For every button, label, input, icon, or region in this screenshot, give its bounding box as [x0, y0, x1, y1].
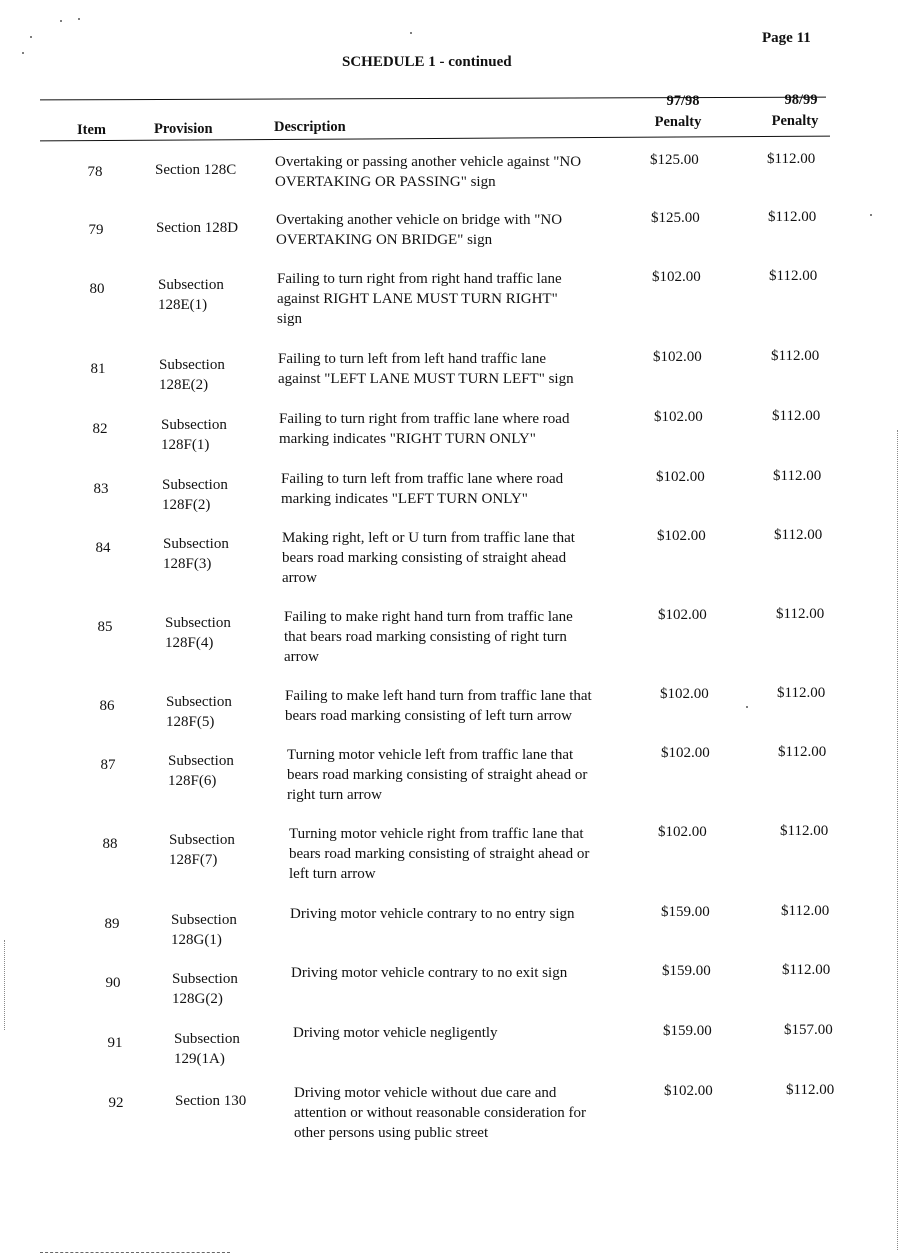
provision-cell — [156, 218, 276, 238]
item-number: 80 — [89, 281, 105, 297]
item-number: 85 — [97, 619, 113, 635]
penalty-9899: $112.00 — [774, 527, 823, 543]
penalty-9798: $102.00 — [658, 824, 707, 840]
penalty-9798: $125.00 — [651, 210, 700, 226]
penalty-9899: $112.00 — [777, 685, 826, 701]
item-number: 91 — [107, 1035, 123, 1051]
header-provision: Provision — [154, 121, 213, 137]
provision-line: 128G(1) — [171, 932, 222, 948]
description-line: that bears road marking consisting of right turn — [284, 629, 567, 645]
item-number: 82 — [92, 421, 108, 437]
description-line: Turning motor vehicle right from traffic lane that — [289, 826, 584, 842]
provision-line: 128F(4) — [165, 635, 214, 651]
description-line: marking indicates "RIGHT TURN ONLY" — [279, 431, 536, 447]
provision-cell — [169, 830, 289, 870]
header-penalty-9798-label: Penalty — [654, 114, 702, 130]
penalty-9798: $102.00 — [656, 469, 705, 485]
description-line: Making right, left or U turn from traffic lane that — [282, 530, 575, 546]
scan-edge-right — [897, 430, 898, 1250]
penalty-9798: $102.00 — [658, 607, 707, 623]
scan-speck — [870, 214, 872, 216]
page-number: Page 11 — [762, 30, 811, 46]
penalty-9899: $112.00 — [767, 151, 816, 167]
provision-line: Subsection — [158, 277, 224, 293]
description-line: Failing to turn right from right hand traffic lane — [277, 271, 562, 287]
header-penalty-9798-year: 97/98 — [666, 93, 700, 109]
penalty-9798: $159.00 — [663, 1023, 712, 1039]
penalty-9798: $159.00 — [662, 963, 711, 979]
description-line: Driving motor vehicle contrary to no exit sign — [291, 965, 568, 981]
provision-line: 129(1A) — [174, 1051, 225, 1067]
item-number: 90 — [105, 975, 121, 991]
provision-cell — [161, 415, 281, 455]
header-description: Description — [274, 119, 346, 135]
penalty-9899: $112.00 — [776, 606, 825, 622]
description-cell — [277, 269, 622, 329]
description-line: right turn arrow — [287, 787, 382, 803]
provision-line: 128E(2) — [159, 377, 209, 393]
schedule-title: SCHEDULE 1 - continued — [342, 54, 512, 70]
description-cell — [294, 1083, 639, 1143]
description-line: Failing to make left hand turn from traffic lane that — [285, 688, 592, 704]
item-number: 88 — [102, 836, 118, 852]
header-penalty-9899-label: Penalty — [771, 113, 819, 129]
penalty-9899: $112.00 — [772, 408, 821, 424]
description-line: attention or without reasonable consideration for — [294, 1105, 586, 1121]
provision-line: Section 128C — [155, 162, 237, 178]
description-cell — [281, 469, 626, 509]
penalty-9899: $157.00 — [784, 1022, 833, 1038]
penalty-9899: $112.00 — [773, 468, 822, 484]
description-line: Failing to turn left from left hand traffic lane — [278, 351, 546, 367]
provision-line: Subsection — [161, 417, 227, 433]
penalty-9899: $112.00 — [778, 744, 827, 760]
provision-cell — [159, 355, 279, 395]
scan-speck — [746, 706, 748, 708]
description-cell — [285, 686, 630, 726]
penalty-9798: $102.00 — [660, 686, 709, 702]
description-line: arrow — [284, 649, 319, 665]
description-line: bears road marking consisting of straight ahead or — [287, 767, 588, 783]
penalty-9899: $112.00 — [786, 1082, 835, 1098]
penalty-9798: $102.00 — [654, 409, 703, 425]
description-line: bears road marking consisting of left turn arrow — [285, 708, 572, 724]
item-number: 92 — [108, 1095, 124, 1111]
provision-line: Subsection — [174, 1031, 240, 1047]
description-line: Driving motor vehicle without due care and — [294, 1085, 557, 1101]
description-line: against RIGHT LANE MUST TURN RIGHT" — [277, 291, 558, 307]
provision-cell — [174, 1029, 294, 1069]
penalty-9798: $102.00 — [657, 528, 706, 544]
header-item: Item — [77, 122, 106, 138]
description-cell — [290, 904, 635, 924]
penalty-9899: $112.00 — [781, 903, 830, 919]
penalty-9899: $112.00 — [771, 348, 820, 364]
penalty-9899: $112.00 — [782, 962, 831, 978]
penalty-9798: $125.00 — [650, 152, 699, 168]
penalty-9899: $112.00 — [780, 823, 829, 839]
description-line: other persons using public street — [294, 1125, 489, 1141]
item-number: 83 — [93, 481, 109, 497]
provision-cell — [175, 1091, 295, 1111]
description-cell — [278, 349, 623, 389]
description-line: OVERTAKING OR PASSING" sign — [275, 174, 496, 190]
penalty-9798: $102.00 — [661, 745, 710, 761]
penalty-9798: $102.00 — [664, 1083, 713, 1099]
penalty-9798: $102.00 — [652, 269, 701, 285]
provision-line: 128G(2) — [172, 991, 223, 1007]
description-line: OVERTAKING ON BRIDGE" sign — [276, 232, 493, 248]
description-line: marking indicates "LEFT TURN ONLY" — [281, 491, 528, 507]
scan-speck — [30, 36, 32, 38]
provision-line: Subsection — [169, 832, 235, 848]
provision-line: Subsection — [172, 971, 238, 987]
description-cell — [275, 152, 620, 192]
description-line: sign — [277, 311, 303, 327]
description-line: Failing to make right hand turn from traffic lane — [284, 609, 573, 625]
provision-line: 128F(1) — [161, 437, 210, 453]
description-line: bears road marking consisting of straight ahead or — [289, 846, 590, 862]
description-line: Turning motor vehicle left from traffic lane that — [287, 747, 574, 763]
provision-cell — [166, 692, 286, 732]
description-cell — [287, 745, 632, 805]
provision-cell — [172, 969, 292, 1009]
item-number: 89 — [104, 916, 120, 932]
provision-line: Subsection — [168, 753, 234, 769]
scan-edge-bottom — [40, 1252, 230, 1253]
scan-speck — [60, 20, 62, 22]
provision-line: 128F(5) — [166, 714, 215, 730]
provision-cell — [165, 613, 285, 653]
scan-speck — [22, 52, 24, 54]
scan-speck — [410, 32, 412, 34]
description-cell — [282, 528, 627, 588]
description-cell — [289, 824, 634, 884]
description-cell — [284, 607, 629, 667]
description-line: Overtaking or passing another vehicle against "NO — [275, 154, 582, 170]
penalty-9798: $159.00 — [661, 904, 710, 920]
provision-cell — [168, 751, 288, 791]
provision-line: Subsection — [166, 694, 232, 710]
provision-cell — [171, 910, 291, 950]
provision-line: 128F(6) — [168, 773, 217, 789]
provision-line: Subsection — [171, 912, 237, 928]
scan-edge-left — [4, 940, 5, 1030]
provision-cell — [163, 534, 283, 574]
penalty-9899: $112.00 — [769, 268, 818, 284]
description-line: Overtaking another vehicle on bridge with "NO — [276, 212, 563, 228]
description-line: left turn arrow — [289, 866, 376, 882]
provision-line: Section 128D — [156, 220, 239, 236]
description-cell — [293, 1023, 638, 1043]
description-cell — [276, 210, 621, 250]
item-number: 84 — [95, 540, 111, 556]
item-number: 79 — [88, 222, 104, 238]
description-line: Failing to turn left from traffic lane where road — [281, 471, 564, 487]
provision-cell — [162, 475, 282, 515]
description-line: arrow — [282, 570, 317, 586]
header-penalty-9899-year: 98/99 — [784, 92, 818, 108]
penalty-9899: $112.00 — [768, 209, 817, 225]
description-cell — [279, 409, 624, 449]
scan-speck — [78, 18, 80, 20]
item-number: 86 — [99, 698, 115, 714]
description-cell — [291, 963, 636, 983]
provision-cell — [155, 160, 275, 180]
provision-line: Subsection — [163, 536, 229, 552]
provision-line: Subsection — [165, 615, 231, 631]
provision-line: Subsection — [159, 357, 225, 373]
provision-line: Subsection — [162, 477, 228, 493]
description-line: against "LEFT LANE MUST TURN LEFT" sign — [278, 371, 574, 387]
provision-line: Section 130 — [175, 1093, 247, 1109]
description-line: Driving motor vehicle negligently — [293, 1025, 498, 1041]
description-line: bears road marking consisting of straight ahead — [282, 550, 567, 566]
provision-cell — [158, 275, 278, 315]
description-line: Driving motor vehicle contrary to no entry sign — [290, 906, 575, 922]
provision-line: 128F(2) — [162, 497, 211, 513]
provision-line: 128F(3) — [163, 556, 212, 572]
provision-line: 128E(1) — [158, 297, 208, 313]
item-number: 78 — [87, 164, 103, 180]
item-number: 87 — [100, 757, 116, 773]
item-number: 81 — [90, 361, 106, 377]
provision-line: 128F(7) — [169, 852, 218, 868]
description-line: Failing to turn right from traffic lane where road — [279, 411, 570, 427]
penalty-9798: $102.00 — [653, 349, 702, 365]
